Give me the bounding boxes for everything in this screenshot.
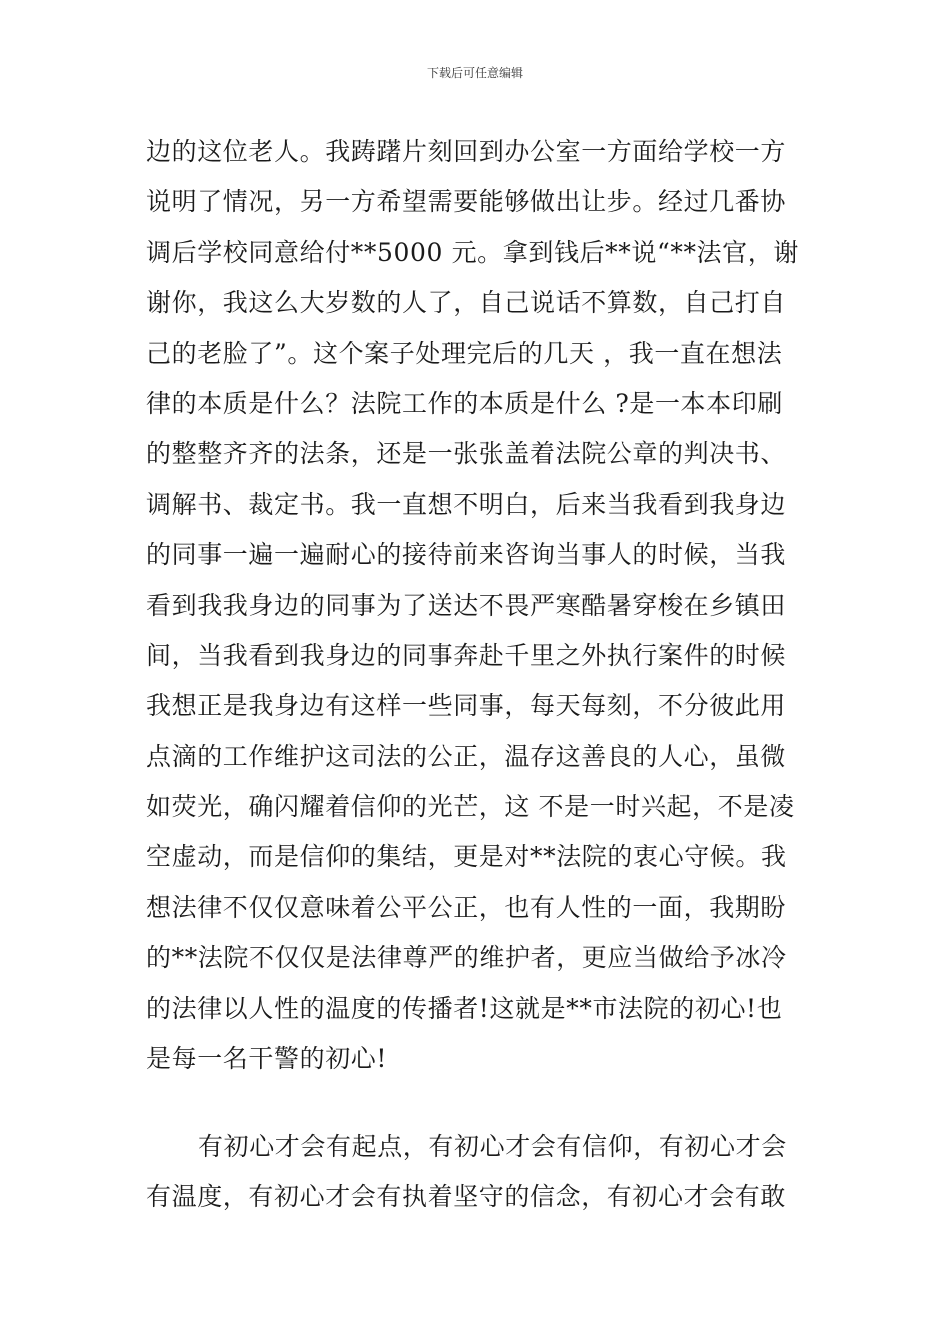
text-line: 看到我我身边的同事为了送达不畏严寒酷暑穿梭在乡镇田 (146, 590, 787, 620)
text-line: 如荧光，确闪耀着信仰的光芒，这 不是一时兴起，不是凌 (146, 792, 795, 822)
text-line: 调解书、裁定书。我一直想不明白，后来当我看到我身边 (146, 489, 787, 519)
text-line: 想法律不仅仅意味着公平公正，也有人性的一面，我期盼 (146, 892, 787, 922)
text-line: 有初心才会有起点，有初心才会有信仰，有初心才会 (198, 1132, 787, 1161)
text-line: 谢你，我这么大岁数的人了，自己说话不算数，自己打自 (146, 288, 787, 318)
text-line: 我想正是我身边有这样一些同事，每天每刻，不分彼此用 (146, 691, 787, 721)
paragraph-2 (146, 1122, 806, 1223)
text-line: 说明了情况，另一方希望需要能够做出让步。经过几番协 (146, 187, 787, 217)
text-line: 的法律以人性的温度的传播者!这就是**市法院的初心!也 (146, 993, 783, 1023)
text-line: 有温度，有初心才会有执着坚守的信念，有初心才会有敢 (146, 1182, 787, 1212)
text-line: 律的本质是什么？法院工作的本质是什么 ?是一本本印刷 (146, 388, 783, 418)
page-header: 下载后可任意编辑 (426, 66, 523, 80)
text-line: 是每一名干警的初心! (146, 1044, 388, 1074)
text-line: 己的老脸了”。这个案子处理完后的几天 ，我一直在想法 (146, 338, 783, 368)
text-line: 边的这位老人。我踌躇片刻回到办公室一方面给学校一方 (146, 137, 787, 166)
text-line: 点滴的工作维护这司法的公正，温存这善良的人心，虽微 (146, 741, 787, 771)
text-line: 的整整齐齐的法条，还是一张张盖着法院公章的判决书、 (146, 439, 787, 469)
paragraph-1 (146, 127, 806, 1084)
text-line: 空虚动，而是信仰的集结，更是对**法院的衷心守候。我 (146, 842, 787, 872)
text-line: 调后学校同意给付**5000 元。拿到钱后**说“**法官，谢 (146, 237, 799, 267)
text-line: 的同事一遍一遍耐心的接待前来咨询当事人的时候，当我 (146, 540, 787, 570)
text-line: 的**法院不仅仅是法律尊严的维护者，更应当做给予冰冷 (146, 943, 787, 973)
text-line: 间，当我看到我身边的同事奔赴千里之外执行案件的时候 (146, 640, 787, 670)
